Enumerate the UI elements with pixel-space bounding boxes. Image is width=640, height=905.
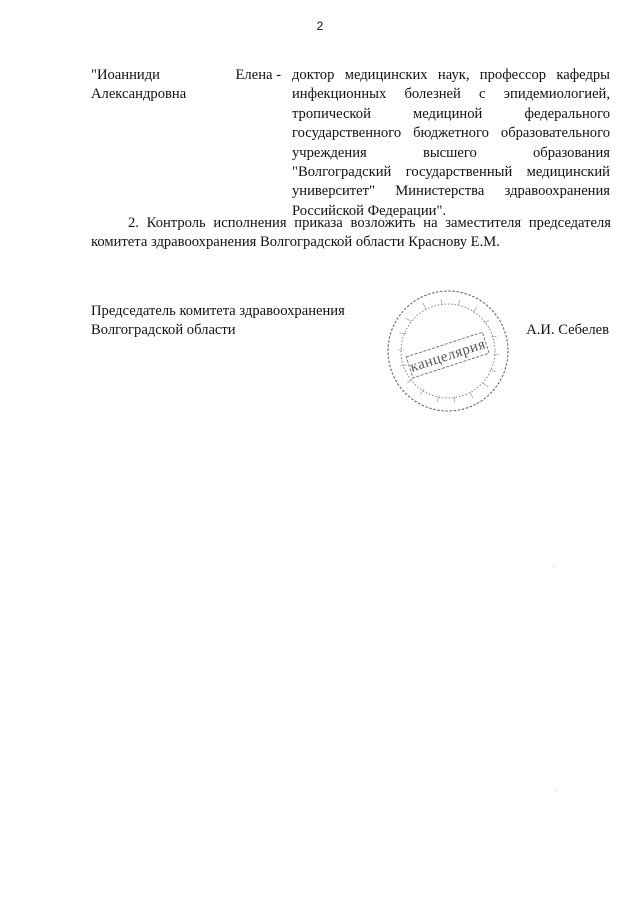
- member-description-line: университет" Министерства здравоохранения: [292, 183, 610, 200]
- member-first-name: Елена -: [235, 67, 281, 83]
- member-description: [292, 66, 610, 221]
- scan-speck: [555, 790, 556, 791]
- stamp-label-text: канцелярия: [408, 336, 488, 376]
- signatory-region: Волгоградской области: [91, 322, 236, 339]
- member-description-line: доктор медицинских наук, профессор кафедры: [292, 67, 610, 83]
- order-paragraph-2: [91, 214, 611, 253]
- member-description-line: тропической медициной федерального: [292, 105, 610, 122]
- member-description-line: инфекционных болезней с эпидемиологией,: [292, 86, 610, 103]
- member-name-line: [91, 66, 281, 85]
- member-description-line: учреждения высшего образования: [292, 144, 610, 161]
- office-stamp: [385, 288, 511, 414]
- member-patronymic: Александровна: [91, 86, 187, 103]
- member-description-line: "Волгоградский государственный медицинский: [292, 164, 610, 181]
- page-number: 2: [316, 19, 324, 33]
- signatory-title: Председатель комитета здравоохранения: [91, 303, 345, 319]
- stamp-label-group: [406, 332, 489, 378]
- member-surname: "Иоанниди: [91, 67, 160, 83]
- stamp-graphic: [385, 288, 511, 414]
- signatory-name: А.И. Себелев: [526, 322, 609, 339]
- scan-speck: [553, 566, 554, 567]
- signature-block: [91, 302, 611, 341]
- member-full-name: [91, 66, 281, 105]
- paragraph-line: 2. Контроль исполнения приказа возложить на заместителя председателя: [128, 215, 611, 231]
- member-description-line: государственного бюджетного образовательного: [292, 125, 610, 142]
- paragraph-line: комитета здравоохранения Волгоградской области Краснову Е.М.: [91, 234, 500, 251]
- member-description-line: Российской Федерации".: [292, 202, 447, 219]
